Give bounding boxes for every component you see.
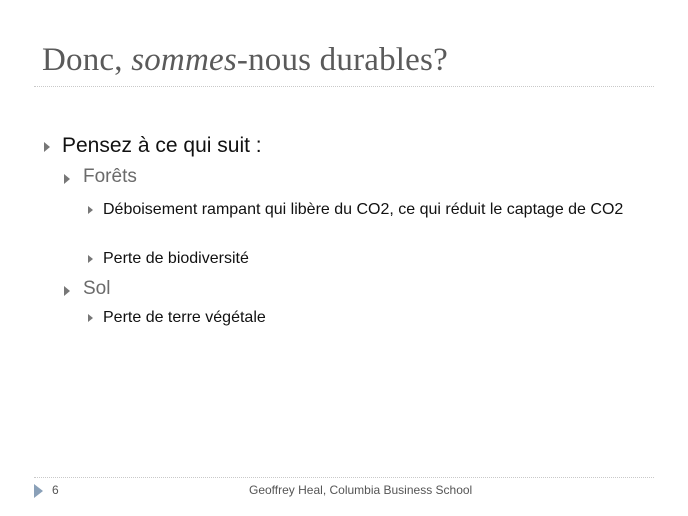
bullet-terre-vegetale-text: Perte de terre végétale [103,309,266,326]
bullet-arrow-icon [44,142,50,152]
bullet-deboisement [88,199,648,220]
bullet-arrow-icon [64,286,70,296]
slide-title [42,42,448,79]
footer-divider [34,477,654,478]
title-part2: -nous durables? [236,42,448,78]
title-italic: sommes [131,42,237,78]
bullet-level1-text: Pensez à ce qui suit : [62,134,262,157]
bullet-biodiversite-text: Perte de biodiversité [103,250,249,267]
bullet-terre-vegetale [88,307,648,328]
bullet-arrow-icon [88,255,93,263]
bullet-arrow-icon [64,174,70,184]
bullet-sol [64,278,110,300]
page-number: 6 [52,483,59,497]
bullet-forets [64,166,137,188]
bullet-forets-text: Forêts [83,166,137,187]
bullet-deboisement-text: Déboisement rampant qui libère du CO2, ce qui réduit le captage de CO2 [103,201,624,218]
bullet-sol-text: Sol [83,278,111,299]
footer-text: Geoffrey Heal, Columbia Business School [249,483,473,497]
title-part1: Donc, [42,42,132,78]
title-divider [34,86,654,87]
bullet-level1 [44,134,262,158]
bullet-biodiversite [88,248,648,269]
footer-arrow-icon [34,484,43,498]
bullet-arrow-icon [88,314,93,322]
bullet-arrow-icon [88,206,93,214]
